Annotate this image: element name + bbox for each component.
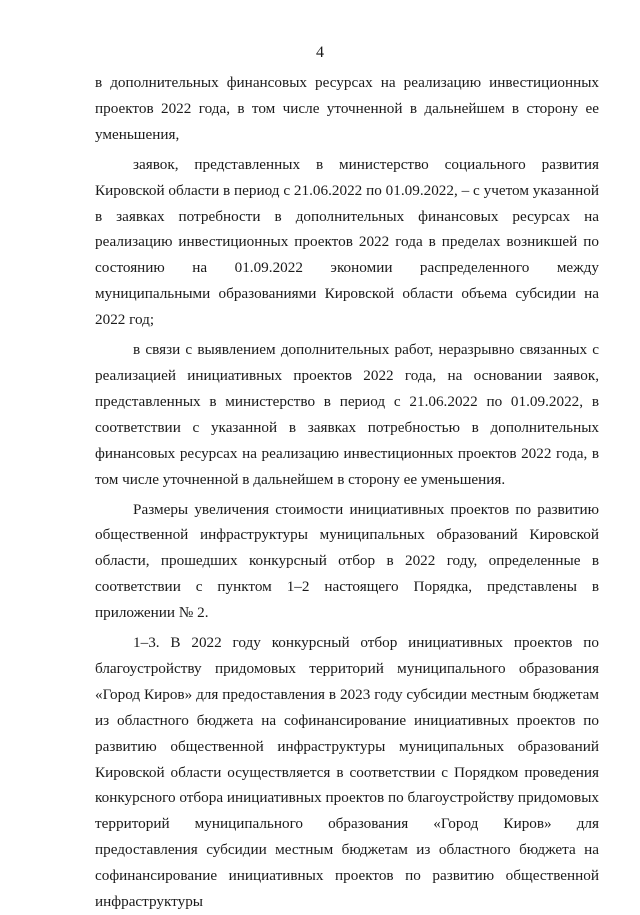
paragraph: в дополнительных финансовых ресурсах на реализацию инвестиционных проектов 2022 года, в том числе уточненной в дальнейшем в сторону ее уменьшения, xyxy=(95,74,599,143)
paragraph: заявок, представленных в министерство социального развития Кировской области в период с 21.06.2022 по 01.09.2022, – с учетом указанной в заявках потребности в дополнительных финансовых ресурсах на реализацию инвестиционных проектов 2022 года в пределах возникшей по состоянию на 01.09.2022 экономии распределенного между муниципальными образованиями Кировской области объема субсидии на 2022 год; xyxy=(95,155,599,329)
paragraph: Размеры увеличения стоимости инициативных проектов по развитию общественной инфраструктуры муниципальных образований Кировской области, прошедших конкурсный отбор в 2022 году, определенные в соответствии с пунктом 1–2 настоящего Порядка, представлены в приложении № 2. xyxy=(95,500,599,622)
document-body xyxy=(95,70,599,915)
page-number: 4 xyxy=(316,44,324,61)
paragraph: в связи с выявлением дополнительных работ, неразрывно связанных с реализацией инициативных проектов 2022 года, на основании заявок, представленных в министерство в период с 21.06.2022 по 01.09.2022, в соответствии с указанной в заявках потребностью в дополнительных финансовых ресурсах на реализацию инвестиционных проектов 2022 года, в том числе уточненной в дальнейшем в сторону ее уменьшения. xyxy=(95,341,599,488)
paragraph: 1–3. В 2022 году конкурсный отбор инициативных проектов по благоустройству придомовых территорий муниципального образования «Город Киров» для предоставления в 2023 году субсидии местным бюджетам из областного бюджета на софинансирование инициативных проектов по развитию общественной инфраструктуры муниципальных образований Кировской области осуществляется в соответствии с Порядком проведения конкурсного отбора инициативных проектов по благоустройству придомовых территорий муниципального образования «Город Киров» для предоставления субсидии местным бюджетам из областного бюджета на софинансирование инициативных проектов по развитию общественной инфраструктуры xyxy=(95,634,599,911)
